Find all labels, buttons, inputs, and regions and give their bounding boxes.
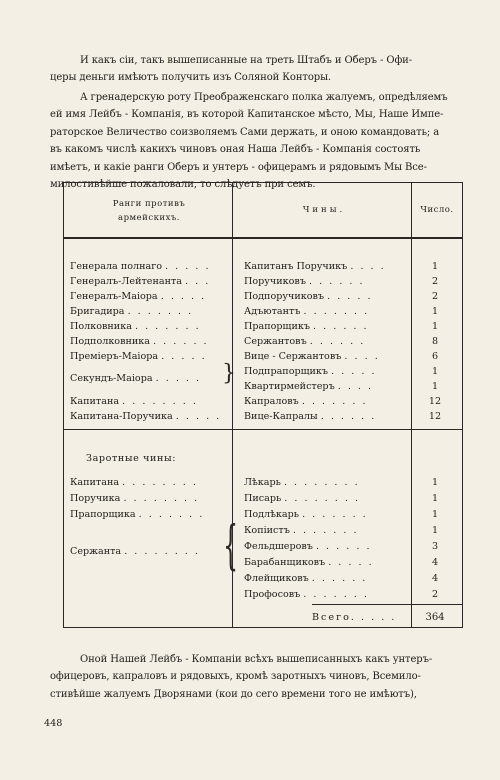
leader-dots: . . . . . — [327, 291, 373, 302]
count-cell: 2 — [431, 291, 439, 302]
text-line: имѣетъ, и какіе ранги Оберъ и унтеръ - офицерамъ и рядовымъ Мы Все- — [50, 161, 427, 173]
leader-dots: . . . . . . . . — [122, 477, 198, 488]
title-cell: Подлѣкарь — [244, 509, 300, 520]
count-cell: 2 — [431, 589, 439, 600]
paragraph-2 — [50, 89, 462, 193]
header-rank: Ранги противъ — [112, 199, 186, 209]
leader-dots: . . . . . . . . — [124, 546, 200, 557]
header-rank-2: армейскихъ. — [118, 213, 180, 223]
table-row — [64, 319, 464, 334]
rank-cell: Генерала полнаго — [70, 261, 163, 272]
count-cell: 3 — [431, 541, 439, 552]
title-cell: Барабанщиковъ — [244, 557, 326, 568]
leader-dots: . . . . — [337, 381, 374, 392]
title-cell: Подпоручиковъ — [244, 291, 325, 302]
count-cell: 4 — [431, 573, 439, 584]
text-line: А гренадерскую роту Преображенскаго полка жалуемъ, опредѣляемъ — [80, 92, 448, 103]
table-row — [64, 507, 464, 522]
header-count: Число. — [420, 205, 454, 215]
leader-dots: . . . . . . — [315, 541, 372, 552]
text-line: Оной Нашей Лейбъ - Компаніи всѣхъ вышеписанныхъ какъ унтеръ- — [80, 654, 433, 665]
count-cell: 12 — [428, 411, 442, 422]
rank-cell: Полковника — [70, 321, 132, 332]
title-cell: Флейщиковъ — [244, 573, 309, 584]
table-row — [64, 289, 464, 304]
title-cell: Прапорщикъ — [244, 321, 310, 332]
leader-dots: . . . . . . . — [127, 306, 194, 317]
leader-dots: . . . . . — [328, 557, 374, 568]
total-label: Всего. . . . . — [312, 612, 397, 623]
table-row — [64, 379, 464, 394]
rank-cell: Бригадира — [70, 306, 125, 317]
leader-dots: . . . . . — [175, 411, 222, 422]
text-line: милостивѣйше пожаловали, то слѣдуетъ при семъ. — [50, 179, 316, 191]
text-line: раторское Величество соизволяемъ Сами держать, и оною командовать; а — [50, 126, 440, 138]
leader-dots: . . . . . . — [153, 336, 209, 347]
count-cell: 4 — [431, 557, 439, 568]
leader-dots: . . . . . — [155, 373, 202, 384]
table-row — [64, 349, 464, 364]
table-row — [64, 304, 464, 319]
text-line: стивѣйше жалуемъ Дворянами (кои до сего времени того не имѣютъ), — [50, 688, 417, 700]
leader-dots: . . . . . . . . — [122, 396, 198, 407]
leader-dots: . . . . . . . — [134, 321, 201, 332]
rank-cell: Поручика — [70, 493, 121, 504]
leader-dots: . . . . . — [165, 261, 211, 272]
title-cell: Вице - Сержантовъ — [244, 351, 342, 362]
count-cell: 2 — [431, 276, 439, 287]
leader-dots: . . . . . . — [309, 276, 365, 287]
title-cell: Капраловъ — [244, 396, 299, 407]
title-cell: Адъютантъ — [244, 306, 301, 317]
paragraph-1 — [50, 52, 462, 87]
brace-icon: { — [223, 516, 238, 576]
table-row — [64, 555, 464, 570]
leader-dots: . . . . . . — [309, 336, 366, 347]
leader-dots: . . . . . — [331, 366, 377, 377]
leader-dots: . . . . . . — [320, 411, 377, 422]
table-row — [64, 274, 464, 289]
leader-dots: . . . . . — [160, 291, 207, 302]
rank-cell: Сержанта — [70, 546, 122, 557]
title-cell: Лѣкарь — [244, 477, 281, 488]
title-cell: Писарь — [244, 493, 282, 504]
header-title: Чины. — [302, 205, 346, 215]
table-row — [64, 259, 464, 274]
table-row — [64, 409, 464, 424]
leader-dots: . . . . . . . — [292, 525, 359, 536]
text-line: въ какомъ числѣ какихъ чиновъ оная Наша Лейбъ - Компанія состоять — [50, 144, 421, 156]
leader-dots: . . . . — [350, 261, 386, 272]
count-cell: 1 — [431, 525, 439, 536]
title-cell: Капитанъ Поручикъ — [244, 261, 348, 272]
title-cell: Вице-Капралы — [244, 411, 318, 422]
rank-cell: Генералъ-Маіора — [70, 291, 158, 302]
ranks-table — [63, 182, 463, 628]
total-value: 364 — [425, 612, 445, 623]
rank-cell: Капитана-Поручика — [70, 411, 173, 422]
text-line: офицеровъ, капраловъ и рядовыхъ, кромѣ заротныхъ чиновъ, Всемило- — [50, 671, 421, 683]
table-row — [64, 475, 464, 490]
title-cell: Подпрапорщикъ — [244, 366, 329, 377]
rank-cell: Подполковника — [70, 336, 150, 347]
table-row — [64, 587, 464, 602]
leader-dots: . . . . . . . — [303, 589, 369, 600]
count-cell: 1 — [431, 493, 439, 504]
leader-dots: . . . . . . . . — [284, 493, 361, 504]
text-line: церы деньги имѣютъ получить изъ Соляной Конторы. — [50, 72, 332, 84]
table-row — [64, 571, 464, 586]
page-number: 448 — [44, 718, 63, 729]
leader-dots: . . . . . — [161, 351, 207, 362]
table-row — [64, 334, 464, 349]
title-cell: Фельдшеровъ — [244, 541, 313, 552]
rank-cell: Генералъ-Лейтенанта — [70, 276, 183, 287]
leader-dots: . . . . . . — [311, 573, 368, 584]
leader-dots: . . . . — [344, 351, 380, 362]
count-cell: 1 — [431, 261, 439, 272]
leader-dots: . . . . . . . . — [283, 477, 360, 488]
brace-icon: } — [222, 361, 236, 386]
title-cell: Сержантовъ — [244, 336, 307, 347]
rank-cell: Секундъ-Маіора — [70, 373, 153, 384]
rank-cell: Преміеръ-Маіора — [70, 351, 159, 362]
section-title: Заротные чины: — [86, 453, 177, 464]
rank-cell: Капитана — [70, 477, 120, 488]
title-cell: Профосовъ — [244, 589, 301, 600]
header-divider — [64, 237, 462, 239]
title-cell: Поручиковъ — [244, 276, 306, 287]
count-cell: 12 — [428, 396, 442, 407]
section-divider — [64, 429, 462, 430]
count-cell: 6 — [431, 351, 439, 362]
table-row — [64, 523, 464, 538]
title-cell: Копіистъ — [244, 525, 290, 536]
count-cell: 1 — [431, 477, 439, 488]
leader-dots: . . . — [185, 276, 211, 287]
rank-cell: Капитана — [70, 396, 120, 407]
count-cell: 1 — [431, 321, 439, 332]
leader-dots: . . . . . . — [313, 321, 369, 332]
leader-dots: . . . . . . . — [302, 509, 368, 520]
leader-dots: . . . . . . . — [138, 509, 205, 520]
leader-dots: . . . . . . . — [301, 396, 368, 407]
title-cell: Квартирмейстеръ — [244, 381, 335, 392]
text-line: ей имя Лейбъ - Компанія, въ которой Капитанское мѣсто, Мы, Наше Импе- — [50, 109, 444, 121]
table-row — [64, 491, 464, 506]
paragraph-3 — [50, 651, 462, 703]
count-cell: 1 — [431, 366, 439, 377]
count-cell: 1 — [431, 381, 439, 392]
leader-dots: . . . . . . . — [303, 306, 370, 317]
total-divider — [312, 604, 462, 605]
text-line: И какъ сіи, такъ вышеписанные на треть Штабъ и Оберъ - Офи- — [80, 55, 413, 66]
count-cell: 8 — [431, 336, 439, 347]
count-cell: 1 — [431, 306, 439, 317]
leader-dots: . . . . . . . . — [123, 493, 200, 504]
table-row — [64, 394, 464, 409]
count-cell: 1 — [431, 509, 439, 520]
rank-cell: Прапорщика — [70, 509, 136, 520]
